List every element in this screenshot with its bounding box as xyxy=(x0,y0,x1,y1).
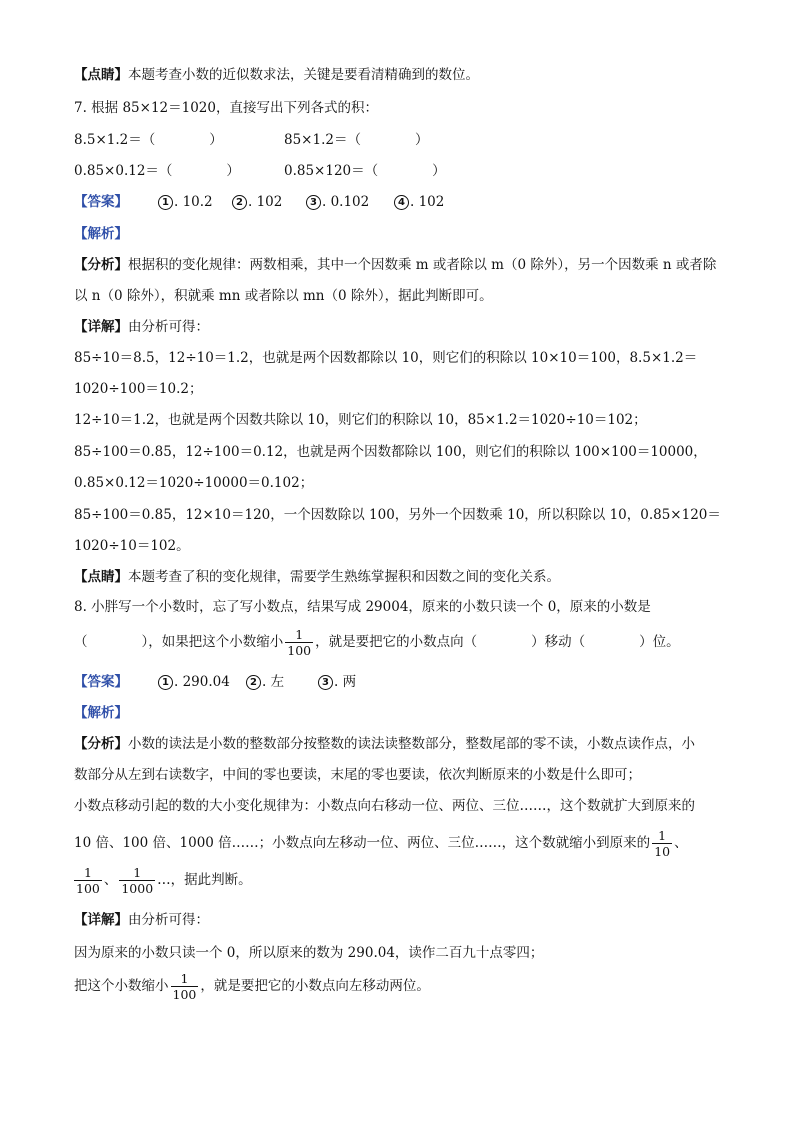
fraction-1-10: $\frac{1}{10}$ xyxy=(654,828,671,859)
q7-detail-line: 0.85×0.12＝1020÷10000＝0.102； xyxy=(74,475,314,491)
q8-xiangjie-line1: 因为原来的小数只读一个 0，所以原来的数为 290.04，读作二百九十点零四； xyxy=(74,945,544,961)
q8-fenxi-line3: 小数点移动引起的数的大小变化规律为：小数点向右移动一位、两位、三位……，这个数就扩大到原来的 xyxy=(74,798,695,814)
circle-number-icon: 3 xyxy=(306,195,321,210)
q7-detail-line: 12÷10＝1.2，也就是两个因数共除以 10，则它们的积除以 10，85×1.2＝1020÷10＝102； xyxy=(74,412,647,428)
xiangjie-label: 【详解】 xyxy=(74,319,128,335)
q7-dianjing: 【点睛】本题考查了积的变化规律，需要学生熟练掌握积和因数之间的变化关系。 xyxy=(74,569,560,585)
circle-number-icon: 1 xyxy=(158,195,173,210)
answer-label: 【答案】 xyxy=(74,194,128,210)
q8-fenxi-line2: 数部分从左到右读数字，中间的零也要读，末尾的零也要读，依次判断原来的小数是什么即可； xyxy=(74,767,641,783)
xiangjie-label: 【详解】 xyxy=(74,912,128,928)
q8-jiexi-label: 【解析】 xyxy=(74,705,128,721)
q7-detail-line: 1020÷100＝10.2； xyxy=(74,381,203,397)
q8-answer xyxy=(74,673,734,691)
q8-answer-3: 3 . 两 xyxy=(318,673,356,691)
q7-blank4: 0.85×120＝（ ） xyxy=(284,163,446,179)
q7-blank2: 85×1.2＝（ ） xyxy=(284,132,429,148)
q8-question-line2: （ ），如果把这个小数缩小 $\frac{1}{100}$ ，就是要把它的小数点向（ ）移动（ ）位。 xyxy=(74,627,680,658)
circle-number-icon: 2 xyxy=(246,675,261,690)
q8-question-line1: 8. 小胖写一个小数时，忘了写小数点，结果写成 29004，原来的小数只读一个 0，原来的小数是 xyxy=(74,599,651,615)
fraction-1-1000: $\frac{1}{1000}$ xyxy=(121,865,154,896)
circle-number-icon: 1 xyxy=(158,675,173,690)
q7-fenxi-line2: 以 n（0 除外），积就乘 mn 或者除以 mn（0 除外），据此判断即可。 xyxy=(74,288,493,304)
q8-answer-2: 2 . 左 xyxy=(246,673,284,691)
dianjing-label: 【点睛】 xyxy=(74,67,128,83)
q8-xiangjie-line2: 把这个小数缩小 $\frac{1}{100}$ ，就是要把它的小数点向左移动两位。 xyxy=(74,971,430,1002)
q8-fenxi-line5: $\frac{1}{100}$ 、 $\frac{1}{1000}$ …，据此判断。 xyxy=(76,865,252,896)
q8-xiangjie: 【详解】由分析可得： xyxy=(74,912,209,928)
q7-jiexi-label: 【解析】 xyxy=(74,226,128,242)
q7-answer-4: 4 . 102 xyxy=(394,193,444,211)
fraction-1-100: $\frac{1}{100}$ xyxy=(172,971,197,1002)
q8-fenxi-line1: 【分析】小数的读法是小数的整数部分按整数的读法读整数部分，整数尾部的零不读，小数点读作点，小 xyxy=(74,736,695,752)
q6-dianjing xyxy=(74,66,734,84)
q7-blank1: 8.5×1.2＝（ ） xyxy=(74,132,223,148)
circle-number-icon: 2 xyxy=(232,195,247,210)
circle-number-icon: 4 xyxy=(394,195,409,210)
q7-fenxi-line1: 【分析】根据积的变化规律：两数相乘，其中一个因数乘 m 或者除以 m（0 除外），另一个因数乘 n 或者除 xyxy=(74,257,717,273)
q7-detail-line: 85÷100＝0.85，12×10＝120，一个因数除以 100，另外一个因数乘 10，所以积除以 10，0.85×120＝ xyxy=(74,507,721,523)
q7-detail-line: 85÷100＝0.85，12÷100＝0.12，也就是两个因数都除以 100，则它们的积除以 100×100＝10000， xyxy=(74,444,707,460)
q7-answer-1: 1 . 10.2 xyxy=(158,193,213,211)
circle-number-icon: 3 xyxy=(318,675,333,690)
q7-blank3: 0.85×0.12＝（ ） xyxy=(74,163,240,179)
q8-answer-1: 1 . 290.04 xyxy=(158,673,230,691)
fraction-1-100: $\frac{1}{100}$ xyxy=(287,627,312,658)
answer-label: 【答案】 xyxy=(74,674,128,690)
fenxi-label: 【分析】 xyxy=(74,736,128,752)
q7-detail-line: 1020÷10＝102。 xyxy=(74,538,190,554)
q7-xiangjie: 【详解】由分析可得： xyxy=(74,319,209,335)
dianjing-text: 本题考查小数的近似数求法，关键是要看清精确到的数位。 xyxy=(128,67,479,83)
fraction-1-100: $\frac{1}{100}$ xyxy=(76,865,100,896)
q7-question: 7. 根据 85×12＝1020，直接写出下列各式的积： xyxy=(74,100,378,116)
q7-answer-3: 3 . 0.102 xyxy=(306,193,369,211)
fenxi-label: 【分析】 xyxy=(74,257,128,273)
dianjing-label: 【点睛】 xyxy=(74,569,128,585)
q7-detail-line: 85÷10＝8.5，12÷10＝1.2，也就是两个因数都除以 10，则它们的积除以 10×10＝100，8.5×1.2＝ xyxy=(74,350,698,366)
q7-answer-2: 2 . 102 xyxy=(232,193,282,211)
q7-answer xyxy=(74,193,734,211)
q8-fenxi-line4: 10 倍、100 倍、1000 倍……；小数点向左移动一位、两位、三位……，这个数就缩小到原来的 $\frac{1}{10}$ 、 xyxy=(74,828,688,859)
